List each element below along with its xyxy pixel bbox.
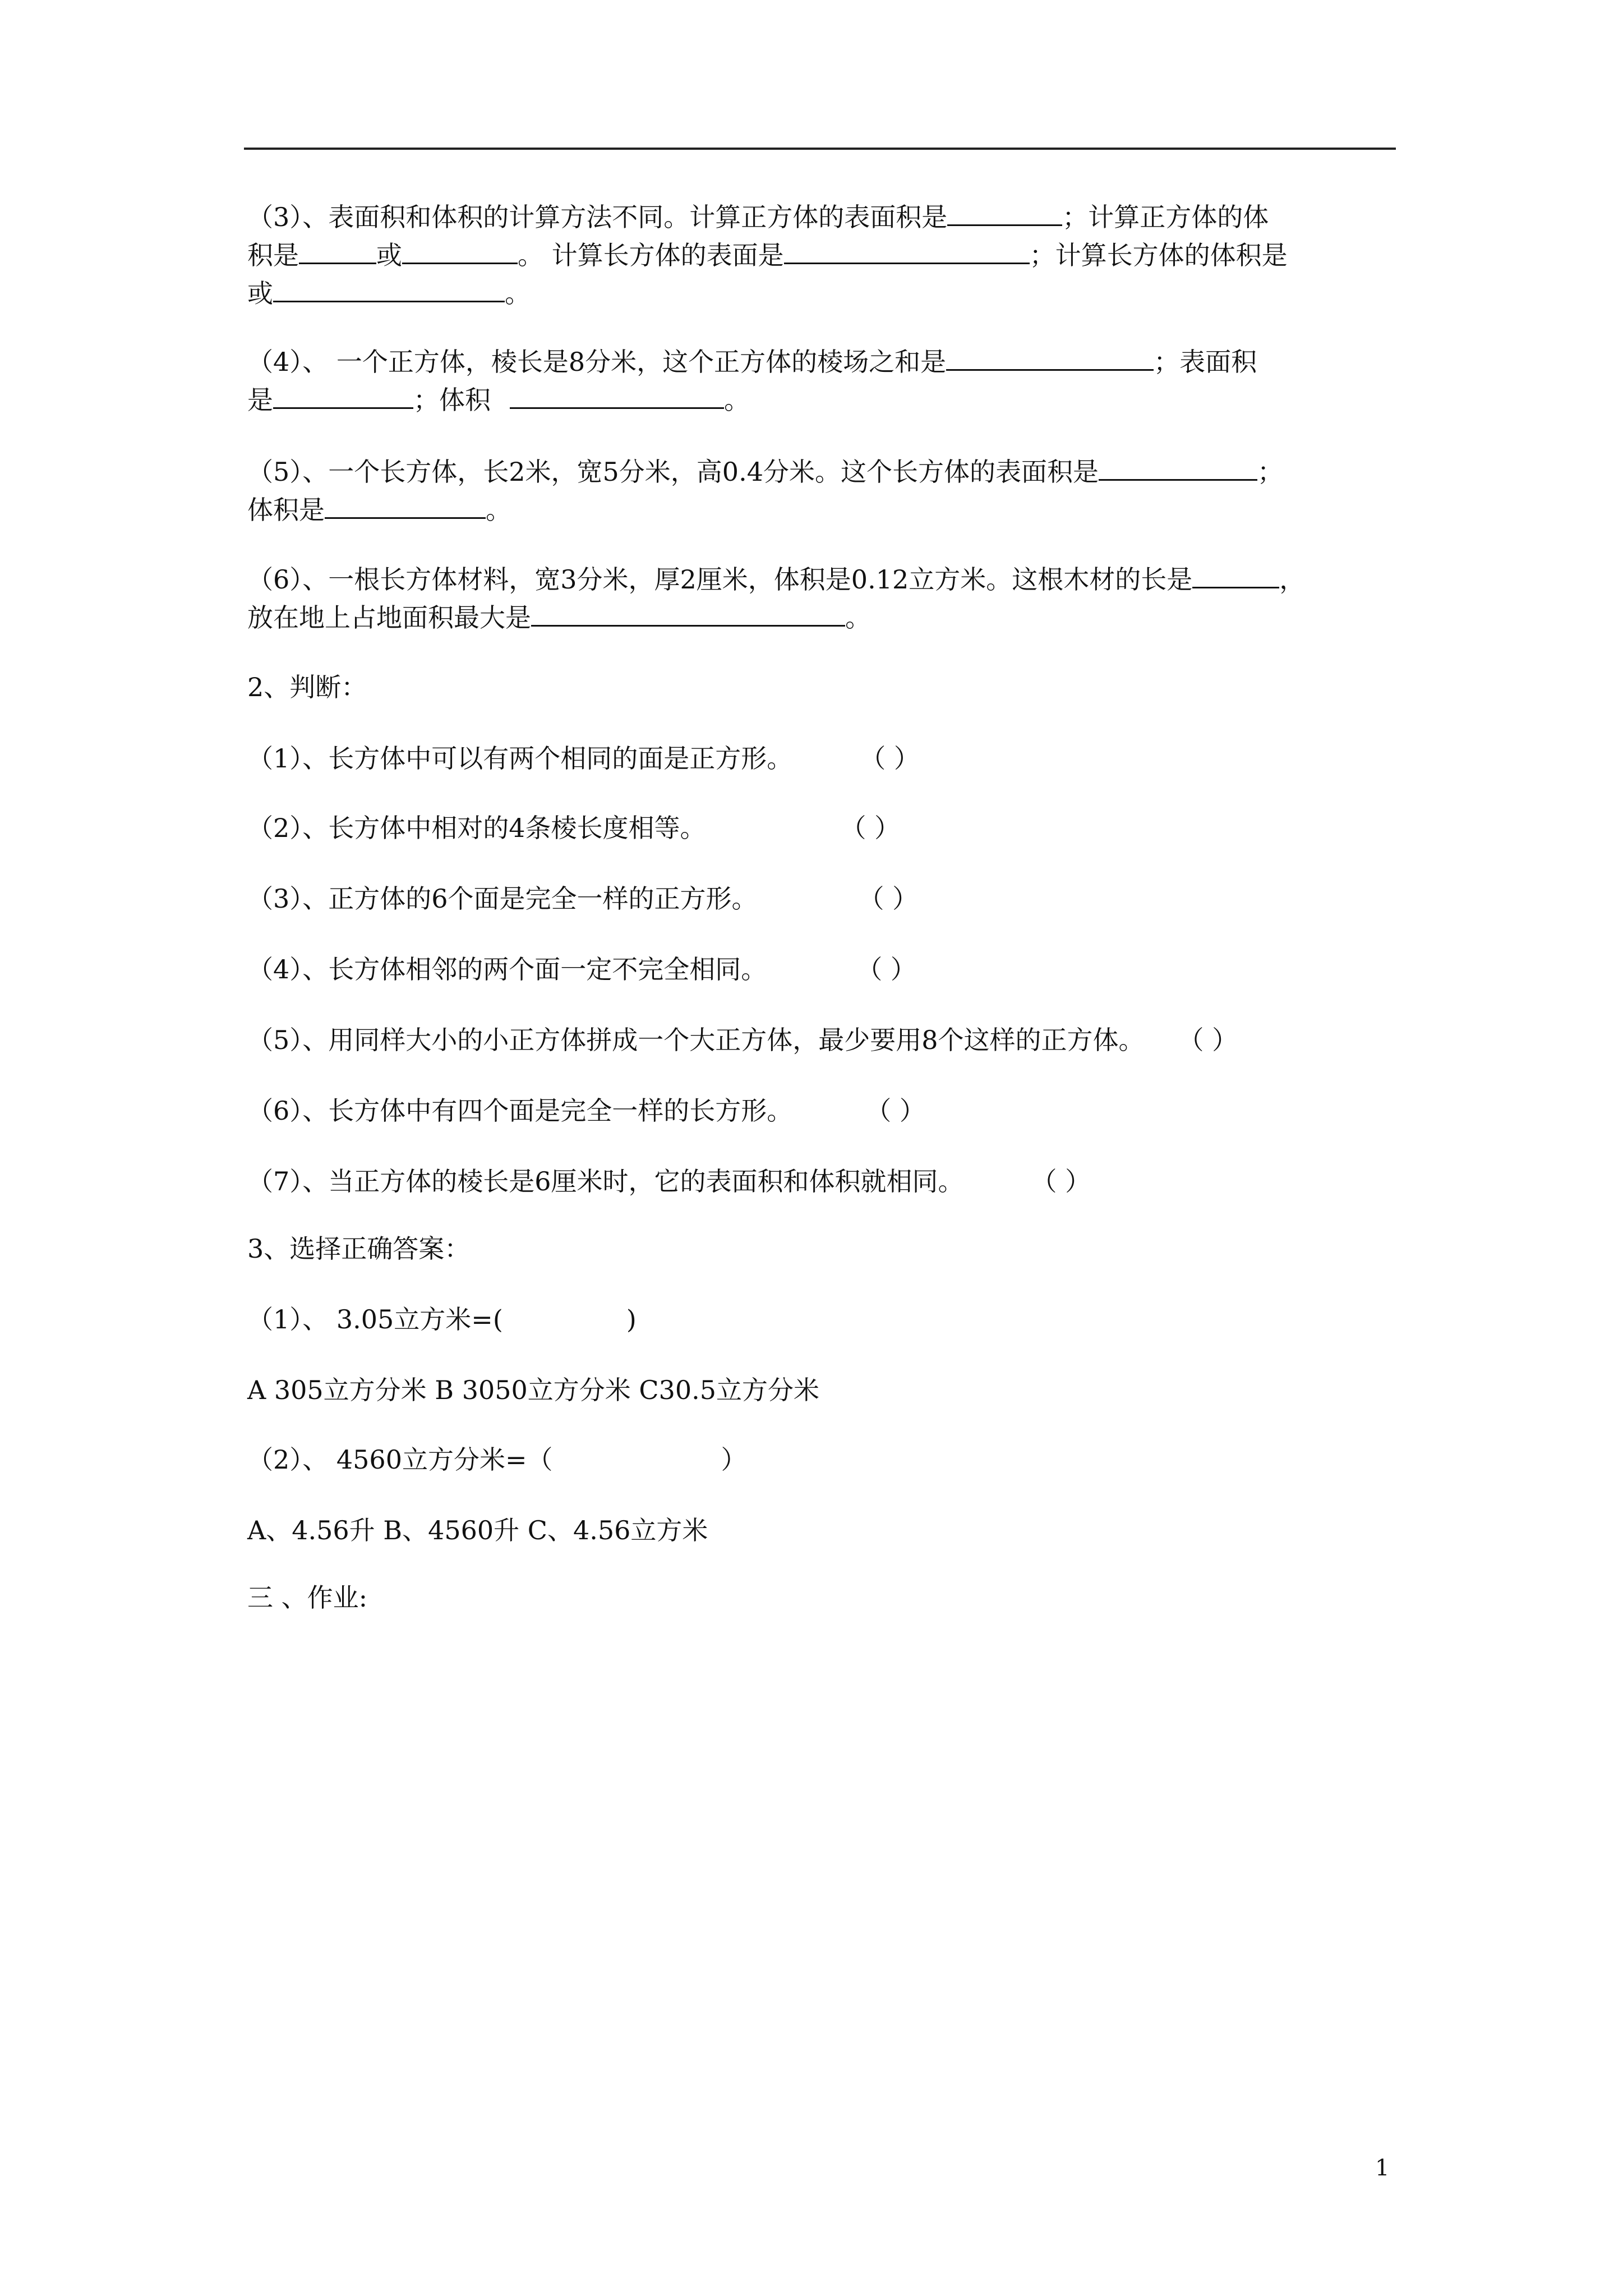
text: 或 bbox=[247, 278, 273, 309]
answer-paren[interactable]: （ ） bbox=[860, 743, 920, 774]
text: 或 bbox=[376, 240, 402, 270]
text: 。 计算长方体的表面是 bbox=[518, 240, 784, 270]
answer-paren[interactable]: （ ） bbox=[858, 884, 919, 914]
q1-item4-line1 bbox=[247, 344, 1257, 379]
q1-item6-line1 bbox=[247, 562, 1305, 596]
answer-blank[interactable] bbox=[402, 238, 518, 264]
answer-blank[interactable] bbox=[531, 600, 845, 627]
answer-blank[interactable] bbox=[1192, 562, 1279, 588]
text: （5）、一个长方体，长2米，宽5分米，高0.4分米。这个长方体的表面积是 bbox=[247, 457, 1099, 487]
q2-item-1 bbox=[247, 742, 920, 775]
text: （2）、 4560立方分米=（ bbox=[247, 1444, 553, 1475]
q2-item-5 bbox=[247, 1023, 1238, 1057]
text: 。 bbox=[486, 495, 511, 525]
text: （1）、长方体中可以有两个相同的面是正方形。 bbox=[247, 743, 793, 774]
text: （4）、 一个正方体，棱长是8分米，这个正方体的棱场之和是 bbox=[247, 347, 947, 377]
answer-blank[interactable] bbox=[325, 493, 486, 519]
answer-blank[interactable] bbox=[946, 344, 1154, 371]
text: ) bbox=[626, 1304, 637, 1335]
q1-item6-line2 bbox=[247, 600, 871, 634]
text: 是 bbox=[247, 385, 273, 415]
text: 。 bbox=[505, 278, 531, 309]
text: （6）、一根长方体材料，宽3分米，厚2厘米，体积是0.12立方米。这根木材的长是 bbox=[247, 564, 1193, 595]
text: 积是 bbox=[247, 240, 299, 270]
answer-blank[interactable] bbox=[947, 200, 1062, 226]
text: ） bbox=[721, 1444, 747, 1475]
text: 放在地上占地面积最大是 bbox=[247, 602, 531, 633]
q2-item-3 bbox=[247, 882, 918, 915]
q2-item-6 bbox=[247, 1094, 925, 1128]
text: ；计算正方体的体 bbox=[1062, 202, 1269, 232]
answer-blank[interactable] bbox=[273, 276, 505, 302]
text: 体积是 bbox=[247, 495, 325, 525]
text: ；表面积 bbox=[1154, 347, 1257, 377]
text: （5）、用同样大小的小正方体拼成一个大正方体，最少要用8个这样的正方体。 bbox=[247, 1025, 1145, 1055]
text: 。 bbox=[724, 385, 750, 415]
q1-item5-line1 bbox=[247, 454, 1283, 489]
answer-blank[interactable] bbox=[299, 238, 376, 264]
text: 。 bbox=[845, 602, 871, 633]
q2-item-4 bbox=[247, 953, 916, 986]
answer-paren[interactable]: （ ） bbox=[856, 954, 916, 984]
q3-item1-question bbox=[247, 1303, 637, 1336]
answer-paren[interactable]: （ ） bbox=[1031, 1166, 1091, 1197]
text: （7）、当正方体的棱长是6厘米时，它的表面积和体积就相同。 bbox=[247, 1166, 964, 1197]
section3-title: 三 、作业: bbox=[247, 1582, 368, 1613]
header-rule bbox=[244, 148, 1396, 150]
text: （2）、长方体中相对的4条棱长度相等。 bbox=[247, 813, 706, 843]
text: ；计算长方体的体积是 bbox=[1029, 240, 1288, 270]
q1-item5-line2 bbox=[247, 493, 511, 527]
q3-item2-options: A、4.56升 B、4560升 C、4.56立方米 bbox=[247, 1515, 708, 1545]
q1-item3-line1 bbox=[247, 200, 1269, 234]
answer-paren[interactable]: （ ） bbox=[865, 1096, 925, 1126]
answer-blank[interactable] bbox=[273, 383, 413, 409]
text: （1）、 3.05立方米=( bbox=[247, 1304, 503, 1335]
answer-blank[interactable] bbox=[784, 238, 1030, 264]
text: （6）、长方体中有四个面是完全一样的长方形。 bbox=[247, 1096, 793, 1126]
q1-item3-line3 bbox=[247, 276, 531, 310]
answer-blank[interactable] bbox=[510, 383, 724, 409]
q2-item-7 bbox=[247, 1165, 1091, 1198]
q2-title: 2、判断： bbox=[247, 672, 367, 702]
answer-paren[interactable]: （ ） bbox=[1178, 1025, 1238, 1055]
q2-item-2 bbox=[247, 811, 900, 845]
text: （4）、长方体相邻的两个面一定不完全相同。 bbox=[247, 954, 767, 984]
text: ；体积 bbox=[413, 385, 491, 415]
q1-item4-line2 bbox=[247, 383, 750, 417]
text: （3）、正方体的6个面是完全一样的正方形。 bbox=[247, 884, 758, 914]
q1-item3-line2 bbox=[247, 238, 1288, 272]
answer-paren[interactable]: （ ） bbox=[840, 813, 901, 843]
q3-item1-options: A 305立方分米 B 3050立方分米 C30.5立方分米 bbox=[247, 1375, 819, 1405]
answer-blank[interactable] bbox=[1099, 454, 1257, 481]
text: （3）、表面积和体积的计算方法不同。计算正方体的表面积是 bbox=[247, 202, 948, 232]
text: ； bbox=[1257, 457, 1283, 487]
text: ， bbox=[1279, 564, 1306, 595]
page-number: 1 bbox=[1375, 2155, 1390, 2181]
q3-title: 3、选择正确答案： bbox=[247, 1234, 471, 1264]
q3-item2-question bbox=[247, 1443, 747, 1476]
